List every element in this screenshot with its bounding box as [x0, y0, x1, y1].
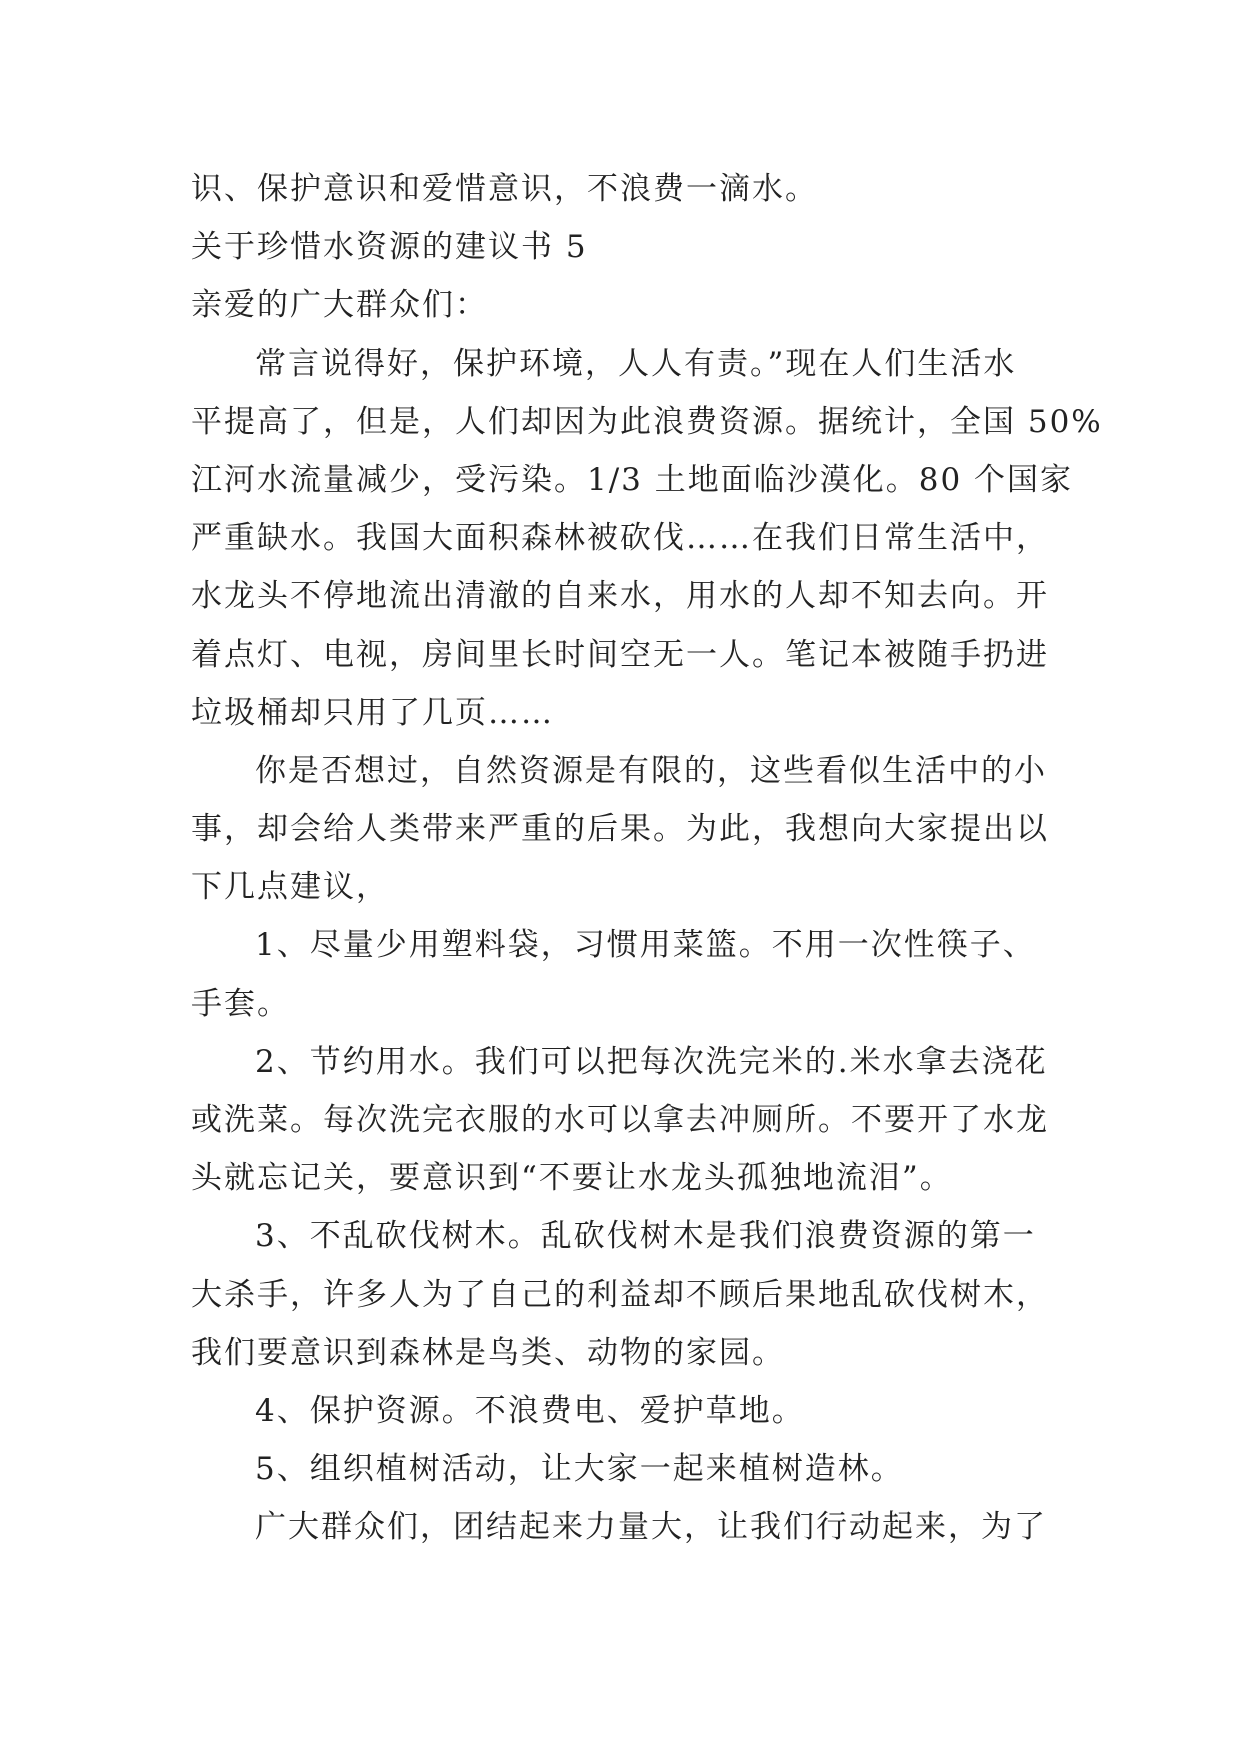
document-body: [191, 160, 1103, 1557]
text-line: 着点灯、电视，房间里长时间空无一人。笔记本被随手扔进: [191, 636, 1049, 673]
text-line: 手套。: [191, 985, 290, 1022]
text-line: 水龙头不停地流出清澈的自来水，用水的人却不知去向。开: [191, 578, 1049, 615]
text-line: 平提高了，但是，人们却因为此浪费资源。据统计，全国 50%: [191, 403, 1103, 440]
text-line: 大杀手，许多人为了自己的利益却不顾后果地乱砍伐树木，: [191, 1276, 1049, 1313]
text-line: 我们要意识到森林是鸟类、动物的家园。: [191, 1334, 785, 1371]
text-line: 事，却会给人类带来严重的后果。为此，我想向大家提出以: [191, 811, 1049, 848]
text-line: 垃圾桶却只用了几页……: [191, 694, 554, 731]
text-line: 你是否想过，自然资源是有限的，这些看似生活中的小: [255, 752, 1047, 789]
list-item: 1、尽量少用塑料袋，习惯用菜篮。不用一次性筷子、: [255, 927, 1036, 964]
list-item: 3、不乱砍伐树木。乱砍伐树木是我们浪费资源的第一: [255, 1218, 1036, 1255]
text-line: 识、保护意识和爱惜意识，不浪费一滴水。: [191, 171, 818, 207]
list-item: 5、组织植树活动，让大家一起来植树造林。: [255, 1451, 904, 1488]
list-item: 4、保护资源。不浪费电、爱护草地。: [255, 1392, 805, 1429]
list-item: 2、节约用水。我们可以把每次洗完米的.米水拿去浇花: [255, 1043, 1048, 1080]
text-line: 严重缺水。我国大面积森林被砍伐……在我们日常生活中，: [191, 520, 1049, 557]
salutation: 亲爱的广大群众们：: [191, 287, 488, 324]
text-line: 或洗菜。每次洗完衣服的水可以拿去冲厕所。不要开了水龙: [191, 1102, 1049, 1138]
section-title: 关于珍惜水资源的建议书 5: [191, 229, 588, 266]
text-line: 常言说得好，保护环境，人人有责。”现在人们生活水: [255, 345, 1017, 382]
text-line: 江河水流量减少，受污染。1/3 土地面临沙漠化。80 个国家: [191, 461, 1074, 498]
text-line: 下几点建议，: [191, 869, 389, 906]
text-line: 头就忘记关，要意识到“不要让水龙头孤独地流泪”。: [191, 1160, 953, 1197]
text-line: 广大群众们，团结起来力量大，让我们行动起来，为了: [255, 1509, 1047, 1546]
